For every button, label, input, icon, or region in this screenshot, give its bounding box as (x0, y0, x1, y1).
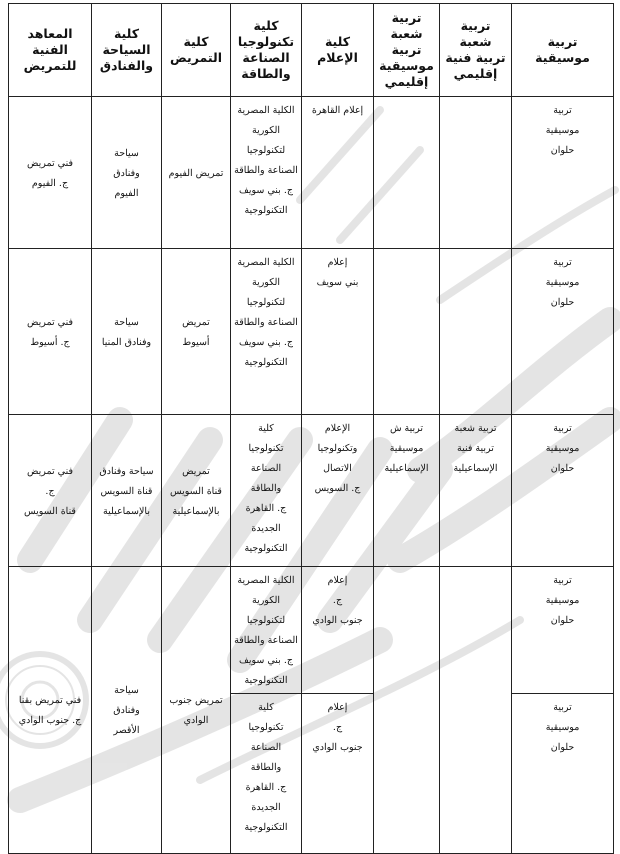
column-header-nursing-institutes (9, 4, 92, 97)
cell-text: تمريض جنوب الوادي (169, 695, 223, 726)
table-cell (9, 567, 92, 854)
column-header-label: المعاهد الفنية للتمريض (23, 26, 77, 73)
column-header-label: تربية شعبة تربية فنية إقليمي (445, 18, 506, 81)
table-cell (374, 567, 440, 854)
table-cell (231, 415, 302, 567)
table-cell (440, 97, 512, 249)
table-cell (374, 249, 440, 415)
cell-text: سياحة وفنادق المنيا (101, 316, 152, 348)
cell-text: الكلية المصرية الكورية لتكنولوجيا الصناعة والطاقة ج. بني سويف التكنولوجية (234, 257, 298, 368)
cell-text: تربية موسيقية حلوان (545, 575, 580, 626)
cell-text: كلية تكنولوجيا الصناعة والطاقة ج. القاهرة الجديدة التكنولوجية (244, 702, 288, 833)
cell-text: إعلام ج. جنوب الوادي (312, 702, 363, 753)
cell-text: تربية ش موسيقية الإسماعيلية (384, 423, 429, 474)
table-row (9, 567, 614, 694)
cell-text: إعلام بني سويف (316, 257, 359, 288)
table-cell (302, 97, 374, 249)
table-cell (162, 415, 231, 567)
cell-text: تربية موسيقية حلوان (545, 257, 580, 308)
cell-text: تمريض أسيوط (182, 316, 210, 348)
column-header-music-education (512, 4, 614, 97)
table-cell (302, 249, 374, 415)
cell-text: تمريض قناة السويس بالإسماعيلية (170, 465, 222, 517)
table-row (9, 97, 614, 249)
cell-text: إعلام القاهرة (311, 105, 364, 116)
table-cell (302, 694, 374, 854)
cell-text: سياحة وفنادق الأقصر (113, 685, 140, 736)
column-header-label: كلية الإعلام (317, 34, 358, 65)
column-header-media (302, 4, 374, 97)
column-header-music-education-regional (374, 4, 440, 97)
table-cell (92, 249, 162, 415)
table-cell (440, 415, 512, 567)
table-cell (92, 415, 162, 567)
table-cell (231, 249, 302, 415)
cell-text: الكلية المصرية الكورية لتكنولوجيا الصناعة والطاقة ج. بني سويف التكنولوجية (234, 105, 298, 216)
cell-text: سياحة وفنادق قناة السويس بالإسماعيلية (99, 465, 154, 517)
cell-text: تربية موسيقية حلوان (545, 423, 580, 474)
table-cell (512, 694, 614, 854)
table-cell (162, 567, 231, 854)
cell-text: تربية شعبة تربية فنية الإسماعيلية (453, 423, 498, 474)
table-cell (9, 415, 92, 567)
table-row (9, 249, 614, 415)
table-cell (9, 97, 92, 249)
cell-text: الإعلام وتكنولوجيا الاتصال ج. السويس (314, 423, 361, 494)
table-cell (231, 567, 302, 694)
cell-text: سياحة وفنادق الفيوم (113, 147, 140, 199)
cell-text: تمريض الفيوم (168, 167, 224, 179)
table-cell (440, 249, 512, 415)
table-cell (231, 694, 302, 854)
cell-text: فني تمريض ج. الفيوم (26, 157, 73, 189)
column-header-label: تربية شعبة تربية موسيقية إقليمي (379, 10, 434, 89)
cell-text: إعلام ج. جنوب الوادي (312, 575, 363, 626)
cell-text: تربية موسيقية حلوان (545, 105, 580, 156)
admissions-table (8, 3, 614, 854)
table-cell (9, 249, 92, 415)
table-cell (512, 97, 614, 249)
table-cell (374, 97, 440, 249)
column-header-label: تربية موسيقية (535, 34, 590, 65)
table-cell (92, 97, 162, 249)
table-cell (374, 415, 440, 567)
column-header-label: كلية تكنولوجيا الصناعة والطاقة (237, 18, 295, 81)
cell-text: فني تمريض ج. أسيوط (26, 316, 73, 348)
table-cell (302, 567, 374, 694)
table-cell (512, 567, 614, 694)
cell-text: فني تمريض بقنا ج. جنوب الوادي (18, 695, 82, 726)
column-header-label: كلية السياحة والفنادق (99, 26, 154, 73)
table-cell (162, 97, 231, 249)
column-header-nursing (162, 4, 231, 97)
column-header-art-education-regional (440, 4, 512, 97)
table-cell (162, 249, 231, 415)
cell-text: فني تمريض ج. قناة السويس (24, 465, 76, 517)
cell-text: كلية تكنولوجيا الصناعة والطاقة ج. القاهرة الجديدة التكنولوجية (244, 423, 288, 554)
table-cell (92, 567, 162, 854)
table-cell (512, 249, 614, 415)
column-header-label: كلية التمريض (170, 34, 222, 65)
cell-text: الكلية المصرية الكورية لتكنولوجيا الصناعة والطاقة ج. بني سويف التكنولوجية (234, 575, 298, 686)
table-cell (302, 415, 374, 567)
table-cell (440, 567, 512, 854)
table-cell (231, 97, 302, 249)
table-header-row (9, 4, 614, 97)
column-header-technology (231, 4, 302, 97)
column-header-tourism (92, 4, 162, 97)
table-row (9, 415, 614, 567)
table-cell (512, 415, 614, 567)
cell-text: تربية موسيقية حلوان (545, 702, 580, 753)
